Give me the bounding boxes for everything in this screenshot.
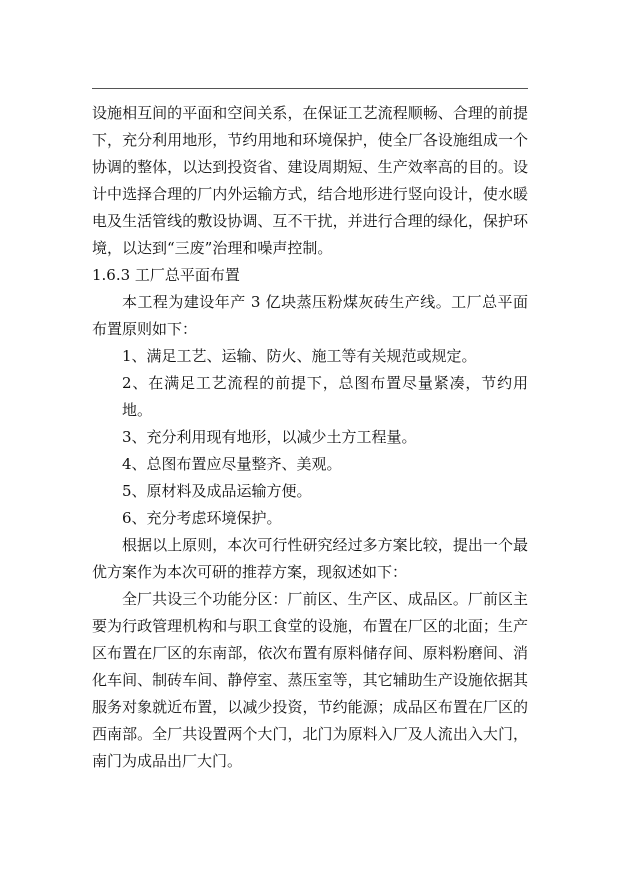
principle-item: 3、充分利用现有地形，以减少土方工程量。 <box>122 428 417 446</box>
document-body <box>92 100 528 775</box>
header-rule <box>92 88 528 89</box>
principles-intro-paragraph: 本工程为建设年产 3 亿块蒸压粉煤灰砖生产线。工厂总平面布置原则如下： <box>92 293 528 338</box>
principle-item: 4、总图布置应尽量整齐、美观。 <box>122 455 342 473</box>
scheme-paragraph: 根据以上原则，本次可行性研究经过多方案比较，提出一个最优方案作为本次可研的推荐方案，现叙述如下： <box>92 536 528 581</box>
principle-item: 6、充分考虑环境保护。 <box>122 509 282 527</box>
section-heading: 1.6.3 工厂总平面布置 <box>92 266 240 284</box>
principle-item: 1、满足工艺、运输、防火、施工等有关规范或规定。 <box>122 347 477 365</box>
zones-paragraph: 全厂共设三个功能分区：厂前区、生产区、成品区。厂前区主要为行政管理机构和与职工食堂的设施，布置在厂区的北面；生产区布置在厂区的东南部，依次布置有原料储存间、原料粉磨间、消化车间、制砖车间、静停室、蒸压室等，其它辅助生产设施依据其服务对象就近布置，以减少投资，节约能源；成品区布置在厂区的西南部。全厂共设置两个大门，北门为原料入厂及人流出入大门，南门为成品出厂大门。 <box>92 590 528 770</box>
intro-paragraph: 设施相互间的平面和空间关系，在保证工艺流程顺畅、合理的前提下，充分利用地形，节约用地和环境保护，使全厂各设施组成一个协调的整体，以达到投资省、建设周期短、生产效率高的目的。设计中选择合理的厂内外运输方式，结合地形进行竖向设计，使水暖电及生活管线的敷设协调、互不干扰，并进行合理的绿化，保护环境，以达到“三废”治理和噪声控制。 <box>92 104 528 257</box>
principle-item: 5、原材料及成品运输方便。 <box>122 482 312 500</box>
principle-item: 2、在满足工艺流程的前提下，总图布置尽量紧凑，节约用地。 <box>122 374 528 419</box>
